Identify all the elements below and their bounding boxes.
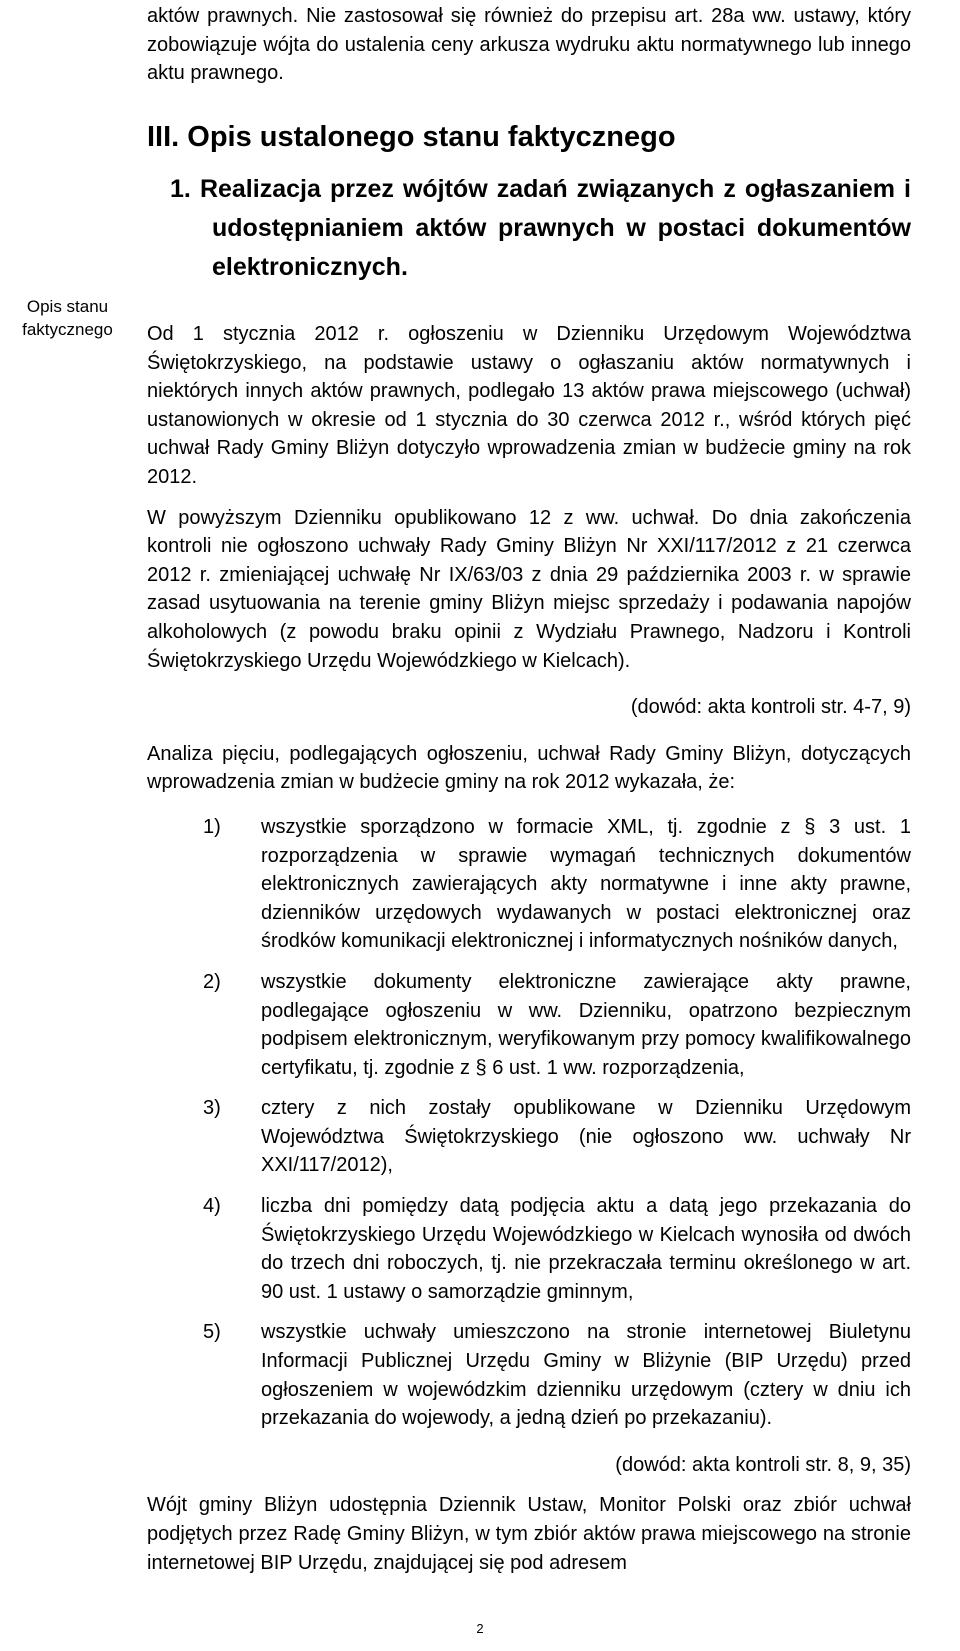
paragraph-bip-access: Wójt gminy Bliżyn udostępnia Dziennik Ustaw, Monitor Polski oraz zbiór uchwał podjętych przez Radę Gminy Bliżyn, w tym zbiór aktów prawa miejscowego na stronie internetowej BIP Urzędu, znajdującej się pod adresem [147,1494,911,1574]
paragraph-published-resolutions: W powyższym Dzienniku opublikowano 12 z ww. uchwał. Do dnia zakończenia kontroli nie ogłoszono uchwały Rady Gminy Bliżyn Nr XXI/117/2012 z 21 czerwca 2012 r. zmieniającej uchwałę Nr IX/63/03 z dnia 29 października 2003 r. w sprawie zasad usytuowania na terenie gminy Bliżyn miejsc sprzedaży i podawania napojów alkoholowych (z powodu braku opinii z Wydziału Prawnego, Nadzoru i Kontroli Świętokrzyskiego Urzędu Wojewódzkiego w Kielcach). [147,506,911,672]
section-heading: III. Opis ustalonego stanu faktycznego [147,120,676,153]
page-number: 2 [476,1621,484,1636]
list-item-text: liczba dni pomiędzy datą podjęcia aktu a datą jego przekazania do Świętokrzyskiego Urzędu Wojewódzkiego w Kielcach wynosiła od dwóch do trzech dni roboczych, tj. nie przekraczała terminu określonego w art. 90 ust. 1 ustawy o samorządzie gminnym, [261,1195,911,1303]
list-item [203,1094,911,1180]
list-item-text: wszystkie dokumenty elektroniczne zawierające akty prawne, podlegające ogłoszeniu w ww. Dzienniku, opatrzono bezpiecznym podpisem elektronicznym, weryfikowanym przy pomocy kwalifikowalnego certyfikatu, tj. zgodnie z § 6 ust. 1 ww. rozporządzenia, [261,970,911,1079]
list-item-text: wszystkie uchwały umieszczono na stronie internetowej Biuletynu Informacji Publicznej Urzędu Gminy w Bliżynie (BIP Urzędu) przed ogłoszeniem w wojewódzkim dzienniku urzędowym (cztery w dniu ich przekazania do wojewody, a jedną dzień po przekazaniu). [261,1321,911,1430]
paragraph-intro-findings: Od 1 stycznia 2012 r. ogłoszeniu w Dzienniku Urzędowym Województwa Świętokrzyskiego, na podstawie ustawy o ogłaszaniu aktów normatywnych i niektórych innych aktów prawnych, podlegało 13 aktów prawa miejscowego (uchwał) ustanowionych w okresie od 1 stycznia do 30 czerwca 2012 r., wśród których pięć uchwał Rady Gminy Bliżyn dotyczyło wprowadzenia zmian w budżecie gminy na rok 2012. [147,323,911,488]
list-item-number: 1) [203,815,221,838]
list-item-number: 3) [203,1097,221,1120]
margin-note [0,295,135,341]
list-item-number: 4) [203,1195,221,1218]
list-item-text: wszystkie sporządzono w formacie XML, tj. zgodnie z § 3 ust. 1 rozporządzenia w sprawie wymagań technicznych dokumentów elektronicznych zawierających akty normatywne i inne akty prawne, dzienników urzędowych wydawanych w postaci elektronicznej oraz środków komunikacji elektronicznej i informatycznych nośników danych, [261,815,911,953]
evidence-reference-2: (dowód: akta kontroli str. 8, 9, 35) [615,1453,911,1476]
list-item [203,968,911,1082]
margin-note-line-1: Opis stanu [26,297,109,316]
list-item-number: 5) [203,1321,221,1344]
list-item [203,1192,911,1306]
list-item [203,1318,911,1432]
document-body [147,0,911,1577]
margin-note-line-2: faktycznego [22,320,113,339]
paragraph-analysis: Analiza pięciu, podlegających ogłoszeniu, uchwał Rady Gminy Bliżyn, dotyczących wprowadzenia zmian w budżecie gminy na rok 2012 wykazała, że: [147,742,911,794]
list-item [203,813,911,956]
intro-paragraph: aktów prawnych. Nie zastosował się również do przepisu art. 28a ww. ustawy, który zobowiązuje wójta do ustalenia ceny arkusza wydruku aktu normatywnego lub innego aktu prawnego. [147,5,911,85]
subsection-heading: 1. Realizacja przez wójtów zadań związanych z ogłaszaniem i udostępnianiem aktów prawnych w postaci dokumentów elektronicznych. [170,174,911,281]
findings-list [203,813,911,1433]
evidence-reference-1: (dowód: akta kontroli str. 4-7, 9) [630,696,911,719]
list-item-text: cztery z nich zostały opublikowane w Dzienniku Urzędowym Województwa Świętokrzyskiego (nie ogłoszono ww. uchwały Nr XXI/117/2012), [261,1097,911,1177]
list-item-number: 2) [203,970,221,993]
